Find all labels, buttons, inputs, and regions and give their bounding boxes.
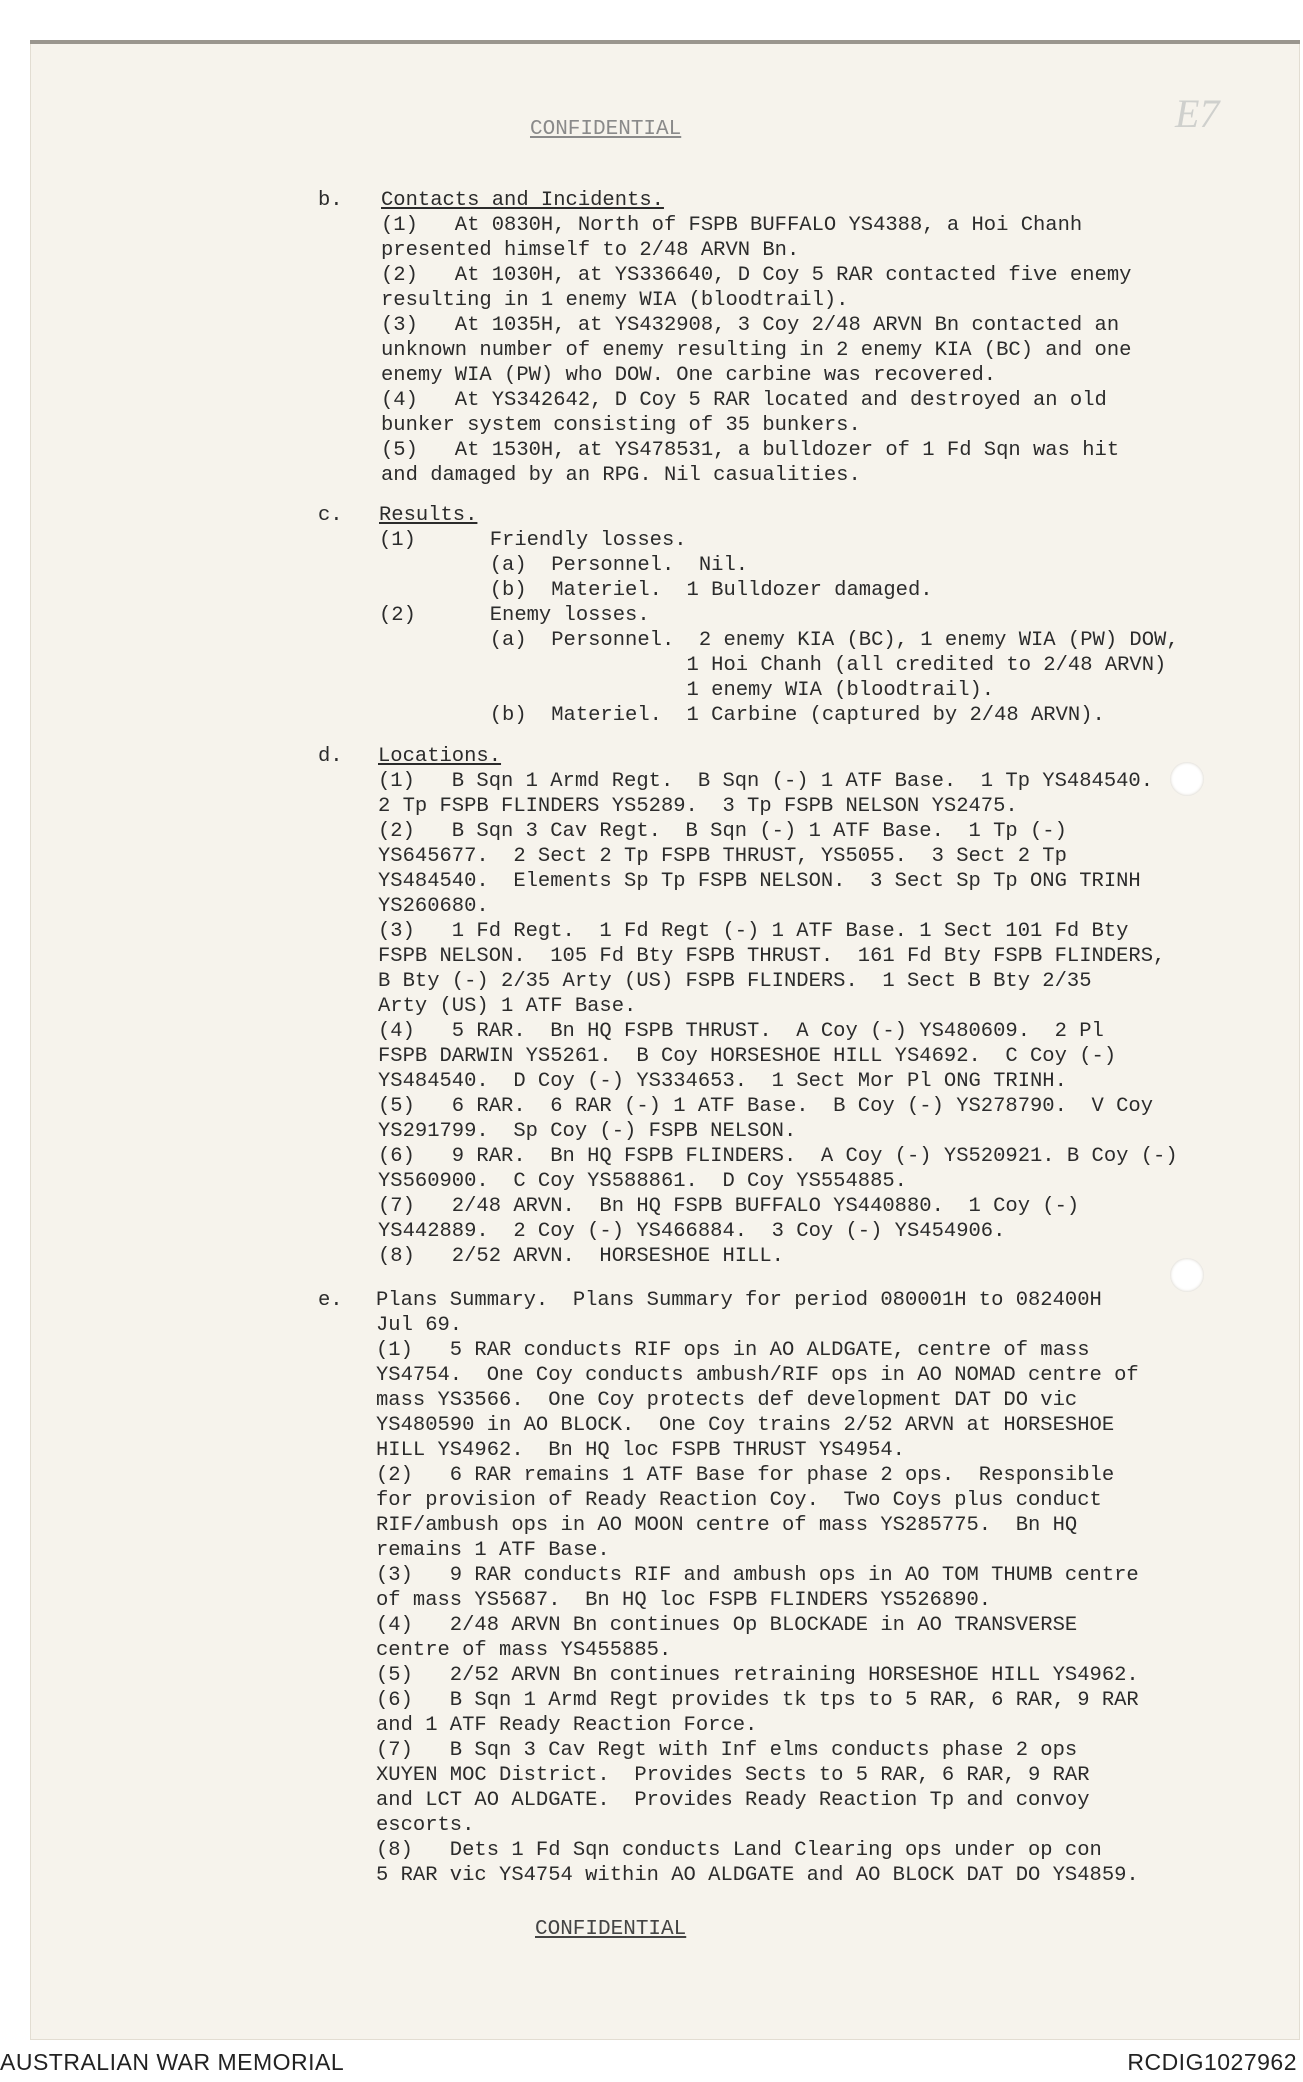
text-line: (6) B Sqn 1 Armd Regt provides tk tps to 5 RAR, 6 RAR, 9 RAR <box>376 1689 1139 1712</box>
section-letter: b. <box>318 189 343 212</box>
text-line: bunker system consisting of 35 bunkers. <box>381 414 861 437</box>
text-line: Arty (US) 1 ATF Base. <box>378 995 637 1018</box>
text-line: FSPB NELSON. 105 Fd Bty FSPB THRUST. 161 Fd Bty FSPB FLINDERS, <box>378 945 1166 968</box>
section-letter: d. <box>318 745 343 768</box>
text-line: (3) 9 RAR conducts RIF and ambush ops in AO TOM THUMB centre <box>376 1564 1139 1587</box>
text-line: centre of mass YS455885. <box>376 1639 672 1662</box>
text-line: (1) At 0830H, North of FSPB BUFFALO YS4388, a Hoi Chanh <box>381 214 1083 237</box>
text-line: 5 RAR vic YS4754 within AO ALDGATE and AO BLOCK DAT DO YS4859. <box>376 1864 1139 1887</box>
text-line: (2) 6 RAR remains 1 ATF Base for phase 2 ops. Responsible <box>376 1464 1115 1487</box>
reference-label: RCDIG1027962 <box>1127 2049 1297 2075</box>
text-line: (8) Dets 1 Fd Sqn conducts Land Clearing ops under op con <box>376 1839 1102 1862</box>
section-heading: Results. <box>379 504 478 527</box>
text-line: (5) 2/52 ARVN Bn continues retraining HORSESHOE HILL YS4962. <box>376 1664 1139 1687</box>
text-line: (3) At 1035H, at YS432908, 3 Coy 2/48 ARVN Bn contacted an <box>381 314 1120 337</box>
text-line: (8) 2/52 ARVN. HORSESHOE HILL. <box>378 1245 784 1268</box>
text-line: RIF/ambush ops in AO MOON centre of mass YS285775. Bn HQ <box>376 1514 1078 1537</box>
text-line: (1) Friendly losses. <box>379 529 687 552</box>
text-line: mass YS3566. One Coy protects def development DAT DO vic <box>376 1389 1078 1412</box>
text-line: 2 Tp FSPB FLINDERS YS5289. 3 Tp FSPB NELSON YS2475. <box>378 795 1018 818</box>
text-line: (7) B Sqn 3 Cav Regt with Inf elms conducts phase 2 ops <box>376 1739 1078 1762</box>
text-line: (3) 1 Fd Regt. 1 Fd Regt (-) 1 ATF Base. 1 Sect 101 Fd Bty <box>378 920 1129 943</box>
text-line: YS484540. D Coy (-) YS334653. 1 Sect Mor Pl ONG TRINH. <box>378 1070 1067 1093</box>
text-line: (a) Personnel. Nil. <box>379 554 749 577</box>
text-line: YS442889. 2 Coy (-) YS466884. 3 Coy (-) YS454906. <box>378 1220 1006 1243</box>
text-line: B Bty (-) 2/35 Arty (US) FSPB FLINDERS. 1 Sect B Bty 2/35 <box>378 970 1092 993</box>
text-line: (2) Enemy losses. <box>379 604 650 627</box>
text-line: remains 1 ATF Base. <box>376 1539 610 1562</box>
text-line: (5) 6 RAR. 6 RAR (-) 1 ATF Base. B Coy (-) YS278790. V Coy <box>378 1095 1154 1118</box>
text-line: 1 enemy WIA (bloodtrail). <box>379 679 995 702</box>
section-heading: Locations. <box>378 745 502 768</box>
section-letter: c. <box>318 504 343 527</box>
page-mark: E7 <box>1175 91 1220 136</box>
text-line: enemy WIA (PW) who DOW. One carbine was recovered. <box>381 364 997 387</box>
text-line: Jul 69. <box>376 1314 463 1337</box>
text-line: resulting in 1 enemy WIA (bloodtrail). <box>381 289 849 312</box>
text-line: (5) At 1530H, at YS478531, a bulldozer of 1 Fd Sqn was hit <box>381 439 1120 462</box>
text-line: XUYEN MOC District. Provides Sects to 5 RAR, 6 RAR, 9 RAR <box>376 1764 1090 1787</box>
text-line: 1 Hoi Chanh (all credited to 2/48 ARVN) <box>379 654 1167 677</box>
text-line: presented himself to 2/48 ARVN Bn. <box>381 239 800 262</box>
text-line: YS291799. Sp Coy (-) FSPB NELSON. <box>378 1120 797 1143</box>
classification-bottom: CONFIDENTIAL <box>535 1918 687 1941</box>
text-line: FSPB DARWIN YS5261. B Coy HORSESHOE HILL YS4692. C Coy (-) <box>378 1045 1117 1068</box>
text-line: (2) B Sqn 3 Cav Regt. B Sqn (-) 1 ATF Base. 1 Tp (-) <box>378 820 1067 843</box>
text-line: YS560900. C Coy YS588861. D Coy YS554885. <box>378 1170 907 1193</box>
archive-label: AUSTRALIAN WAR MEMORIAL <box>0 2049 345 2075</box>
punch-hole <box>1170 762 1204 796</box>
text-line: YS260680. <box>378 895 489 918</box>
text-line: for provision of Ready Reaction Coy. Two Coys plus conduct <box>376 1489 1102 1512</box>
text-line: of mass YS5687. Bn HQ loc FSPB FLINDERS YS526890. <box>376 1589 992 1612</box>
text-line: (7) 2/48 ARVN. Bn HQ FSPB BUFFALO YS440880. 1 Coy (-) <box>378 1195 1080 1218</box>
text-line: (4) At YS342642, D Coy 5 RAR located and destroyed an old <box>381 389 1107 412</box>
text-line: Plans Summary. Plans Summary for period 080001H to 082400H <box>376 1289 1102 1312</box>
text-line: (1) 5 RAR conducts RIF ops in AO ALDGATE, centre of mass <box>376 1339 1090 1362</box>
text-line: (2) At 1030H, at YS336640, D Coy 5 RAR contacted five enemy <box>381 264 1132 287</box>
classification-top: CONFIDENTIAL <box>530 118 682 141</box>
section-heading: Contacts and Incidents. <box>381 189 664 212</box>
text-line: (b) Materiel. 1 Bulldozer damaged. <box>379 579 933 602</box>
text-line: YS645677. 2 Sect 2 Tp FSPB THRUST, YS5055. 3 Sect 2 Tp <box>378 845 1067 868</box>
text-line: (1) B Sqn 1 Armd Regt. B Sqn (-) 1 ATF Base. 1 Tp YS484540. <box>378 770 1154 793</box>
text-line: YS4754. One Coy conducts ambush/RIF ops in AO NOMAD centre of <box>376 1364 1139 1387</box>
text-line: YS484540. Elements Sp Tp FSPB NELSON. 3 Sect Sp Tp ONG TRINH <box>378 870 1141 893</box>
punch-hole <box>1170 1258 1204 1292</box>
text-line: (6) 9 RAR. Bn HQ FSPB FLINDERS. A Coy (-) YS520921. B Coy (-) <box>378 1145 1178 1168</box>
text-line: and LCT AO ALDGATE. Provides Ready Reaction Tp and convoy <box>376 1789 1090 1812</box>
text-line: and damaged by an RPG. Nil casualities. <box>381 464 861 487</box>
text-line: (a) Personnel. 2 enemy KIA (BC), 1 enemy WIA (PW) DOW, <box>379 629 1179 652</box>
text-line: and 1 ATF Ready Reaction Force. <box>376 1714 758 1737</box>
text-line: (4) 5 RAR. Bn HQ FSPB THRUST. A Coy (-) YS480609. 2 Pl <box>378 1020 1104 1043</box>
text-line: escorts. <box>376 1814 475 1837</box>
section-letter: e. <box>318 1289 343 1312</box>
text-line: (4) 2/48 ARVN Bn continues Op BLOCKADE in AO TRANSVERSE <box>376 1614 1078 1637</box>
text-line: (b) Materiel. 1 Carbine (captured by 2/48 ARVN). <box>379 704 1105 727</box>
text-line: unknown number of enemy resulting in 2 enemy KIA (BC) and one <box>381 339 1132 362</box>
text-line: HILL YS4962. Bn HQ loc FSPB THRUST YS4954. <box>376 1439 905 1462</box>
text-line: YS480590 in AO BLOCK. One Coy trains 2/52 ARVN at HORSESHOE <box>376 1414 1115 1437</box>
